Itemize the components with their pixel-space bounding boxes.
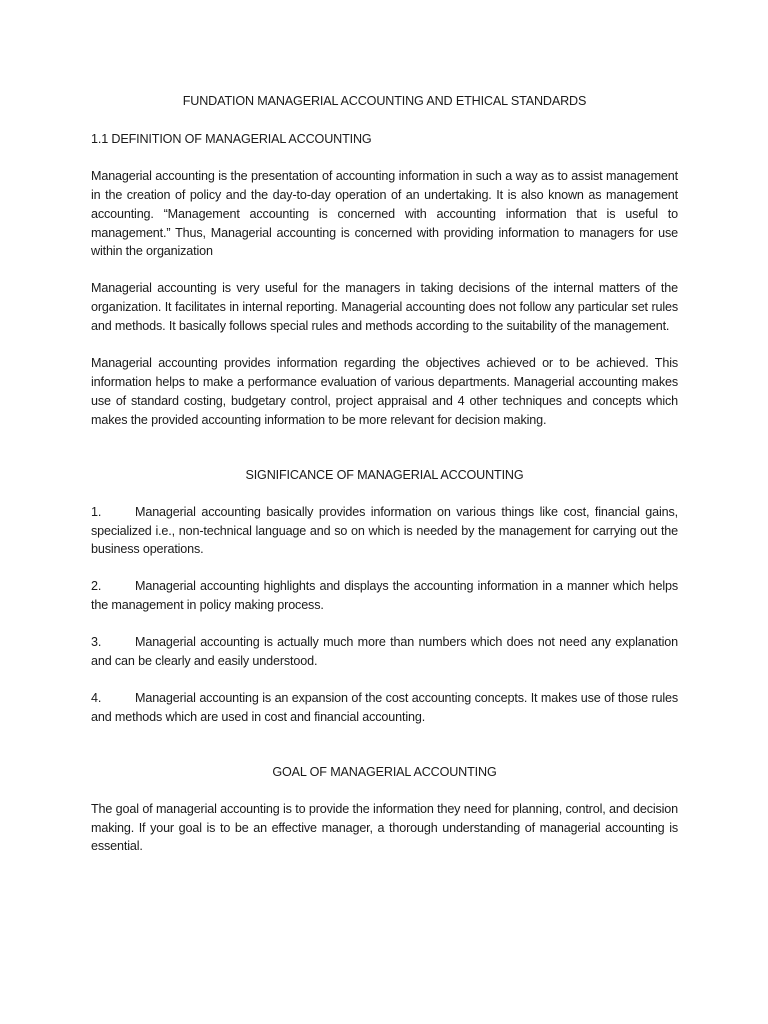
item-text: Managerial accounting highlights and displays the accounting information in a manner which helps the management in policy making process. bbox=[91, 579, 678, 613]
item-text: Managerial accounting basically provides information on various things like cost, financial gains, specialized i.e., non-technical language and so on which is needed by the management for carrying out the business operations. bbox=[91, 504, 678, 557]
item-number: 3. bbox=[91, 635, 102, 650]
definition-paragraph-1: Managerial accounting is the presentation of accounting information in such a way as to assist management in the creation of policy and the day-to-day operation of an undertaking. It is also known as management accounting. “Management accounting is concerned with accounting information that is useful to management.” Thus, Managerial accounting is concerned with providing information to managers for use within the organization bbox=[91, 168, 678, 259]
goal-heading: GOAL OF MANAGERIAL ACCOUNTING bbox=[272, 764, 497, 779]
document-page bbox=[91, 92, 678, 874]
item-number: 4. bbox=[91, 690, 102, 705]
item-text: Managerial accounting is an expansion of the cost accounting concepts. It makes use of those rules and methods which are used in cost and financial accounting. bbox=[91, 690, 678, 724]
document-title: FUNDATION MANAGERIAL ACCOUNTING AND ETHICAL STANDARDS bbox=[182, 94, 587, 108]
item-number: 2. bbox=[91, 579, 102, 594]
item-number: 1. bbox=[91, 504, 102, 519]
definition-heading: 1.1 DEFINITION OF MANAGERIAL ACCOUNTING bbox=[91, 131, 372, 146]
spacer bbox=[91, 745, 678, 763]
spacer bbox=[91, 448, 678, 466]
definition-paragraph-3: Managerial accounting provides information regarding the objectives achieved or to be achieved. This information helps to make a performance evaluation of various departments. Managerial accounting makes use of standard costing, budgetary control, project appraisal and 4 other techniques and concepts which makes the provided accounting information to be more relevant for decision making. bbox=[91, 356, 678, 427]
definition-paragraph-2: Managerial accounting is very useful for the managers in taking decisions of the internal matters of the organization. It facilitates in internal reporting. Managerial accounting does not follow any particular set rules and methods. It basically follows special rules and methods according to the suitability of the management. bbox=[91, 281, 678, 334]
significance-heading: SIGNIFICANCE OF MANAGERIAL ACCOUNTING bbox=[245, 467, 524, 482]
significance-item-2 bbox=[91, 577, 678, 615]
significance-item-1 bbox=[91, 503, 678, 560]
item-text: Managerial accounting is actually much more than numbers which does not need any explanation and can be clearly and easily understood. bbox=[91, 635, 678, 669]
significance-item-3 bbox=[91, 633, 678, 671]
goal-paragraph: The goal of managerial accounting is to provide the information they need for planning, control, and decision making. If your goal is to be an effective manager, a thorough understanding of managerial accounting is essential. bbox=[91, 801, 678, 854]
significance-item-4 bbox=[91, 689, 678, 727]
